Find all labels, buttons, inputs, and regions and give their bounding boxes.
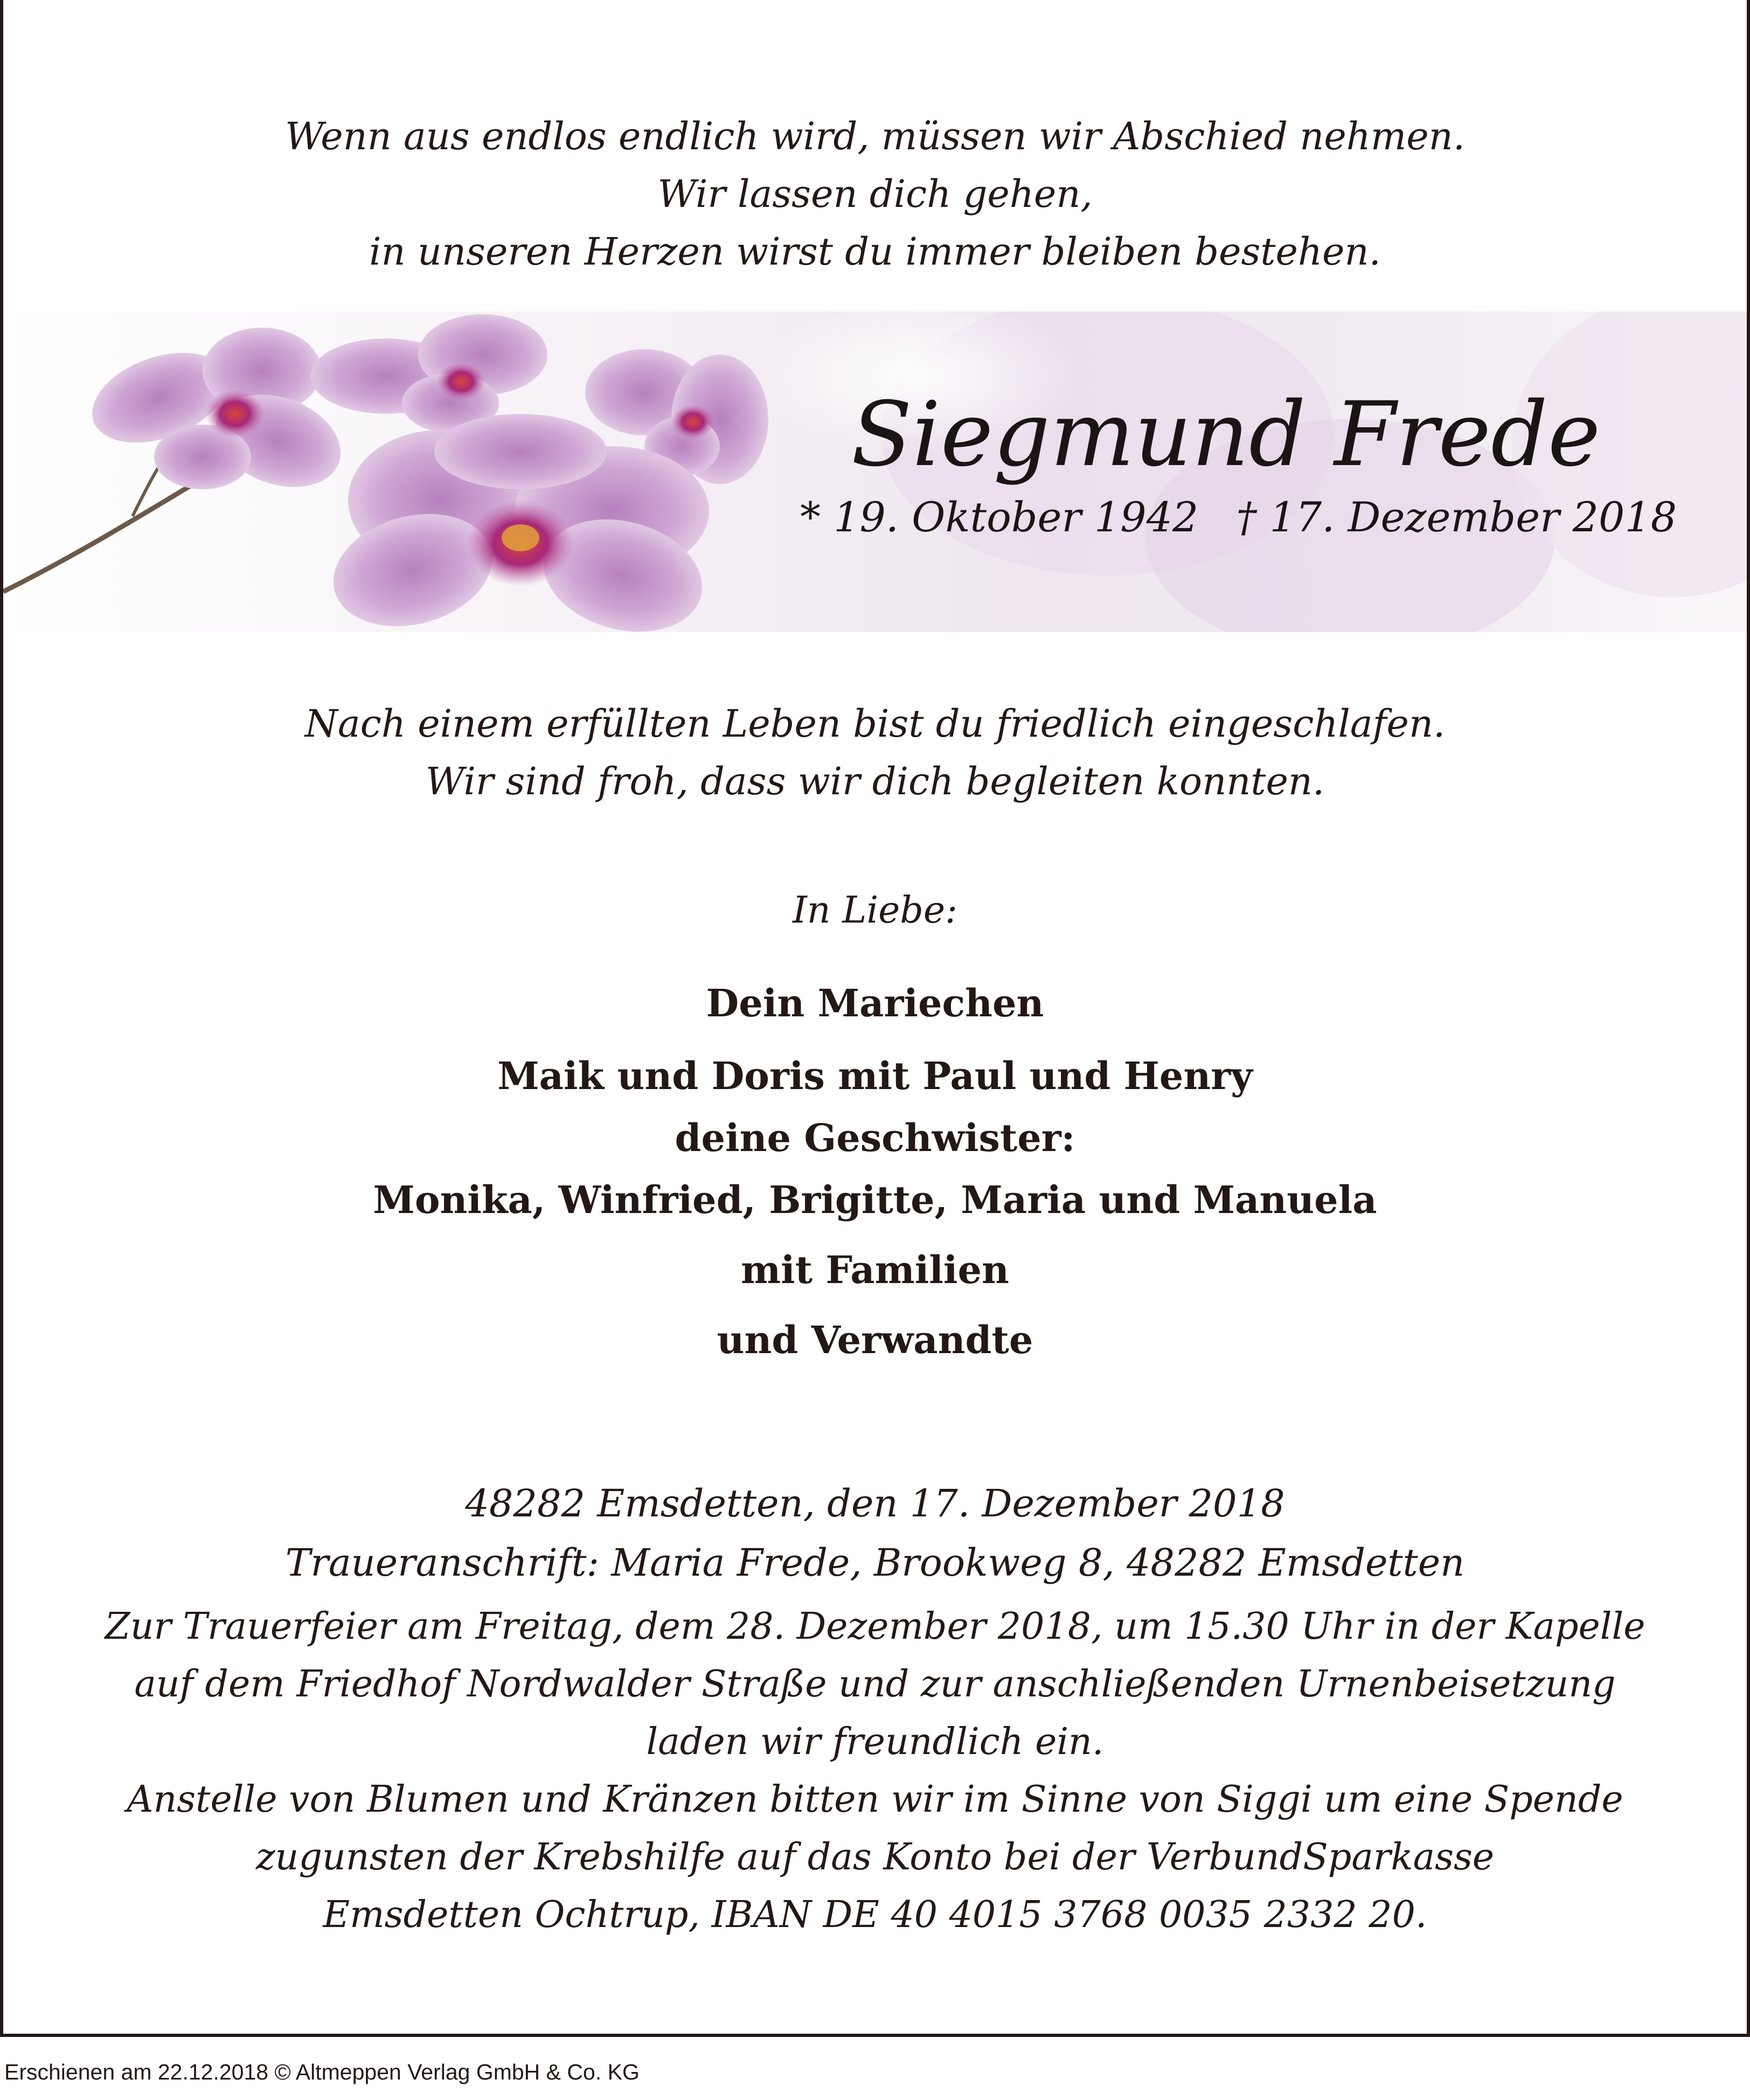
birth-date: * 19. Oktober 1942 [800, 493, 1199, 541]
ceremony-line: laden wir freundlich ein. [646, 1721, 1104, 1763]
family-line: mit Familien [741, 1247, 1009, 1292]
verse-line: Wenn aus endlos endlich wird, müssen wir Abschied nehmen. [284, 114, 1466, 158]
ceremony-line: Anstelle von Blumen und Kränzen bitten wir im Sinne von Siggi um eine Spende [127, 1778, 1623, 1821]
verse-line: Wir lassen dich gehen, [657, 172, 1093, 216]
family-line: Dein Mariechen [706, 981, 1044, 1025]
message-line: Nach einem erfüllten Leben bist du friedlich eingeschlafen. [304, 702, 1446, 746]
ceremony-line: Emsdetten Ochtrup, IBAN DE 40 4015 3768 0035 2332 20. [323, 1894, 1427, 1936]
place-and-address [0, 1474, 1750, 1592]
family-line: Monika, Winfried, Brigitte, Maria und Manuela [373, 1177, 1377, 1222]
deceased-name: Siegmund Frede [851, 383, 1601, 486]
life-dates [800, 493, 1677, 541]
family-line: deine Geschwister: [675, 1115, 1075, 1160]
ceremony-line: zugunsten der Krebshilfe auf das Konto bei der VerbundSparkasse [255, 1836, 1495, 1879]
verse-line: in unseren Herzen wirst du immer bleiben bestehen. [369, 230, 1381, 274]
place-line: 48282 Emsdetten, den 17. Dezember 2018 [465, 1481, 1285, 1526]
publication-footer: Erschienen am 22.12.2018 © Altmeppen Verlag GmbH & Co. KG [4, 2060, 640, 2084]
in-love-heading: In Liebe: [792, 889, 958, 932]
ceremony-details [0, 1598, 1750, 1944]
family-line: und Verwandte [717, 1318, 1033, 1362]
opening-verse [0, 108, 1750, 281]
ceremony-line: Zur Trauerfeier am Freitag, dem 28. Dezember 2018, um 15.30 Uhr in der Kapelle [105, 1605, 1645, 1648]
death-date: † 17. Dezember 2018 [1236, 493, 1677, 541]
address-line: Traueranschrift: Maria Frede, Brookweg 8, 48282 Emsdetten [285, 1541, 1465, 1585]
ceremony-line: auf dem Friedhof Nordwalder Straße und zur anschließenden Urnenbeisetzung [134, 1663, 1616, 1706]
farewell-message [0, 695, 1750, 810]
family-line: Maik und Doris mit Paul und Henry [497, 1054, 1253, 1098]
message-line: Wir sind froh, dass wir dich begleiten konnten. [425, 759, 1325, 803]
